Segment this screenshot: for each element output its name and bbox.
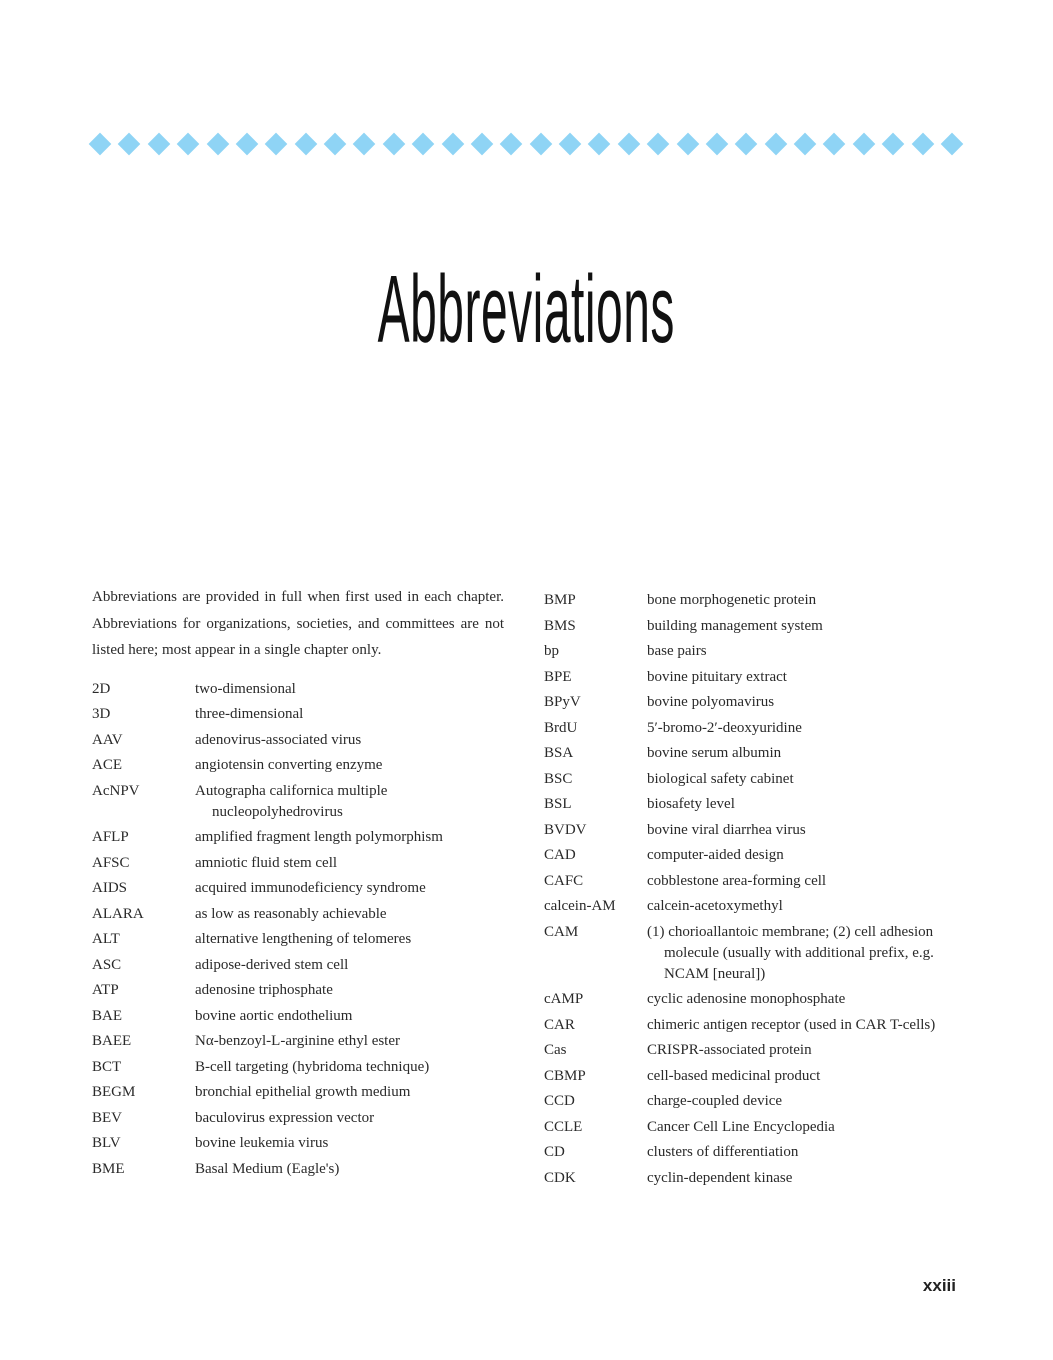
abbreviation-term: AcNPV	[92, 782, 140, 799]
abbreviation-definition: bovine aortic endothelium	[195, 1007, 353, 1024]
abbreviation-term: BMS	[544, 617, 576, 634]
abbreviation-term: calcein-AM	[544, 898, 616, 914]
abbreviation-term: CDK	[544, 1169, 576, 1186]
diamond-ornament	[382, 133, 405, 156]
abbreviation-definition: bovine pituitary extract	[647, 668, 787, 685]
page-title: Abbreviations	[377, 256, 675, 363]
diamond-ornament	[882, 133, 905, 156]
abbreviation-entry	[92, 1159, 504, 1180]
abbreviation-term: BPE	[544, 668, 572, 685]
abbreviation-entry	[544, 743, 956, 764]
abbreviation-definition: calcein-acetoxymethyl	[647, 898, 783, 914]
abbreviation-definition: adipose-derived stem cell	[195, 956, 349, 973]
diamond-ornament	[588, 133, 611, 156]
diamond-ornament	[529, 133, 552, 156]
abbreviation-list-right	[544, 590, 956, 1189]
page-number: xxiii	[922, 1276, 956, 1295]
abbreviation-definition: cobblestone area-forming cell	[647, 872, 827, 889]
abbreviation-term: BAE	[92, 1007, 122, 1024]
abbreviation-term: AFSC	[92, 854, 130, 871]
abbreviation-entry	[92, 679, 504, 700]
abbreviation-definition: Autographa californica multiple nucleopolyhedrovirus	[195, 782, 388, 820]
abbreviation-entry	[544, 1015, 956, 1036]
abbreviation-entry	[544, 1117, 956, 1138]
abbreviation-definition: cyclin-dependent kinase	[647, 1169, 793, 1186]
abbreviation-definition: amplified fragment length polymorphism	[195, 829, 443, 845]
abbreviation-term: BVDV	[544, 821, 587, 838]
abbreviation-definition: (1) chorioallantoic membrane; (2) cell adhesion molecule (usually with additional prefix, e.g. NCAM [neural])	[647, 923, 934, 982]
abbreviation-entry	[92, 704, 504, 725]
abbreviation-definition: B-cell targeting (hybridoma technique)	[195, 1058, 430, 1075]
abbreviation-definition: bovine serum albumin	[647, 745, 782, 761]
abbreviation-entry	[544, 989, 956, 1010]
abbreviation-entry	[544, 1091, 956, 1112]
abbreviation-definition: cyclic adenosine monophosphate	[647, 991, 846, 1007]
abbreviation-entry	[92, 955, 504, 976]
diamond-ornament	[441, 133, 464, 156]
right-column	[544, 590, 956, 1193]
abbreviation-entry	[544, 1040, 956, 1061]
diamond-ornament	[500, 133, 523, 156]
abbreviation-definition: biological safety cabinet	[647, 770, 794, 787]
abbreviation-term: BrdU	[544, 719, 578, 736]
diamond-ornament	[265, 133, 288, 156]
abbreviation-entry	[544, 718, 956, 739]
intro-paragraph: Abbreviations are provided in full when first used in each chapter. Abbreviations for organizations, societies, and committees are not listed here; most appear in a single chapter only.	[92, 589, 504, 658]
diamond-ornament	[118, 133, 141, 156]
abbreviation-definition: charge-coupled device	[647, 1093, 783, 1109]
diamond-ornament	[735, 133, 758, 156]
abbreviation-definition: Cancer Cell Line Encyclopedia	[647, 1118, 835, 1135]
abbreviation-entry	[544, 667, 956, 688]
abbreviation-entry	[92, 1057, 504, 1078]
diamond-ornament	[177, 133, 200, 156]
abbreviation-definition: bronchial epithelial growth medium	[195, 1084, 411, 1100]
abbreviation-entry	[544, 1142, 956, 1163]
abbreviation-entry	[92, 929, 504, 950]
abbreviation-term: AFLP	[92, 829, 129, 845]
abbreviation-term: CAFC	[544, 872, 584, 889]
abbreviation-definition: bovine leukemia virus	[195, 1135, 329, 1151]
abbreviation-term: ACE	[92, 757, 122, 773]
abbreviation-definition: cell-based medicinal product	[647, 1067, 821, 1084]
abbreviation-entry	[92, 1133, 504, 1154]
abbreviation-entry	[92, 730, 504, 751]
abbreviation-term: CCD	[544, 1093, 575, 1109]
abbreviation-term: BEV	[92, 1109, 122, 1126]
abbreviation-definition: amniotic fluid stem cell	[195, 854, 338, 871]
diamond-ornament	[324, 133, 347, 156]
abbreviation-definition: building management system	[647, 617, 823, 634]
diamond-ornament	[647, 133, 670, 156]
abbreviation-list-left	[92, 679, 504, 1180]
diamond-ornament	[852, 133, 875, 156]
abbreviation-definition: bone morphogenetic protein	[647, 592, 817, 608]
abbreviation-definition: base pairs	[647, 643, 707, 659]
abbreviation-entry	[544, 769, 956, 790]
abbreviation-term: ALT	[92, 931, 120, 947]
abbreviation-definition: Nα-benzoyl-L-arginine ethyl ester	[195, 1033, 401, 1049]
abbreviation-term: 3D	[92, 706, 111, 722]
abbreviation-entry	[544, 896, 956, 917]
abbreviation-entry	[92, 853, 504, 874]
abbreviation-entry	[544, 871, 956, 892]
abbreviation-definition: computer-aided design	[647, 847, 784, 863]
abbreviation-term: AIDS	[92, 880, 128, 896]
diamond-ornament	[941, 133, 964, 156]
abbreviation-definition: acquired immunodeficiency syndrome	[195, 880, 426, 896]
left-column	[92, 584, 504, 1184]
diamond-ornament	[206, 133, 229, 156]
abbreviation-entry	[544, 845, 956, 866]
abbreviation-term: BCT	[92, 1058, 122, 1075]
abbreviation-term: ASC	[92, 956, 122, 973]
abbreviation-term: BPyV	[544, 694, 581, 710]
abbreviation-entry	[92, 980, 504, 1001]
abbreviation-definition: three-dimensional	[195, 706, 304, 722]
abbreviation-definition: as low as reasonably achievable	[195, 905, 387, 922]
abbreviation-term: bp	[544, 643, 559, 659]
abbreviation-entry	[544, 616, 956, 637]
abbreviation-entry	[92, 781, 504, 823]
abbreviation-term: CAM	[544, 923, 579, 940]
abbreviation-entry	[544, 641, 956, 662]
diamond-ornament	[353, 133, 376, 156]
diamond-ornament	[794, 133, 817, 156]
abbreviation-definition: baculovirus expression vector	[195, 1109, 375, 1126]
abbreviation-entry	[92, 1006, 504, 1027]
abbreviation-definition: chimeric antigen receptor (used in CAR T-cells)	[647, 1016, 936, 1033]
abbreviation-definition: two-dimensional	[195, 680, 296, 697]
abbreviation-entry	[544, 922, 956, 985]
abbreviation-entry	[92, 1082, 504, 1103]
abbreviation-definition: 5′-bromo-2′-deoxyuridine	[647, 719, 802, 736]
diamond-ornament	[823, 133, 846, 156]
abbreviation-term: 2D	[92, 680, 111, 697]
abbreviation-term: BAEE	[92, 1033, 132, 1049]
diamond-ornament	[764, 133, 787, 156]
abbreviation-term: ATP	[92, 982, 119, 998]
abbreviation-entry	[92, 1108, 504, 1129]
abbreviation-term: Cas	[544, 1042, 567, 1058]
abbreviation-term: ALARA	[92, 905, 144, 922]
abbreviation-term: CAD	[544, 847, 576, 863]
abbreviation-entry	[92, 755, 504, 776]
abbreviation-definition: bovine viral diarrhea virus	[647, 821, 806, 838]
abbreviation-entry	[92, 904, 504, 925]
abbreviation-term: BEGM	[92, 1084, 136, 1100]
diamond-ornament	[294, 133, 317, 156]
abbreviation-definition: Basal Medium (Eagle's)	[195, 1160, 340, 1177]
abbreviation-definition: bovine polyomavirus	[647, 694, 775, 710]
abbreviation-entry	[544, 1066, 956, 1087]
diamond-ornament	[147, 133, 170, 156]
abbreviation-entry	[544, 590, 956, 611]
abbreviation-term: BLV	[92, 1135, 121, 1151]
abbreviation-term: CD	[544, 1144, 565, 1160]
diamond-ornament	[89, 133, 112, 156]
abbreviation-term: CCLE	[544, 1118, 583, 1135]
abbreviation-definition: adenovirus-associated virus	[195, 731, 362, 748]
abbreviation-entry	[544, 820, 956, 841]
abbreviation-definition: clusters of differentiation	[647, 1144, 799, 1160]
diamond-ornament	[559, 133, 582, 156]
abbreviation-term: BMP	[544, 592, 576, 608]
abbreviation-definition: adenosine triphosphate	[195, 982, 333, 998]
abbreviation-entry	[544, 692, 956, 713]
abbreviation-entry	[544, 1168, 956, 1189]
abbreviation-term: BSC	[544, 770, 573, 787]
diamond-ornament	[236, 133, 259, 156]
abbreviation-term: CAR	[544, 1016, 575, 1033]
abbreviation-term: cAMP	[544, 991, 584, 1007]
abbreviation-definition: alternative lengthening of telomeres	[195, 931, 412, 947]
abbreviation-entry	[92, 878, 504, 899]
abbreviation-definition: CRISPR-associated protein	[647, 1042, 812, 1058]
abbreviation-definition: biosafety level	[647, 796, 735, 812]
diamond-ornament	[706, 133, 729, 156]
abbreviation-term: CBMP	[544, 1067, 586, 1084]
abbreviation-term: BME	[92, 1160, 125, 1177]
diamond-ornament	[911, 133, 934, 156]
diamond-ornament	[676, 133, 699, 156]
diamond-ornament	[617, 133, 640, 156]
diamond-border	[92, 133, 960, 155]
abbreviation-entry	[544, 794, 956, 815]
abbreviation-term: AAV	[92, 731, 123, 748]
diamond-ornament	[412, 133, 435, 156]
abbreviation-definition: angiotensin converting enzyme	[195, 757, 383, 773]
abbreviation-entry	[92, 827, 504, 848]
abbreviation-entry	[92, 1031, 504, 1052]
abbreviation-term: BSA	[544, 745, 574, 761]
diamond-ornament	[471, 133, 494, 156]
abbreviation-term: BSL	[544, 796, 572, 812]
